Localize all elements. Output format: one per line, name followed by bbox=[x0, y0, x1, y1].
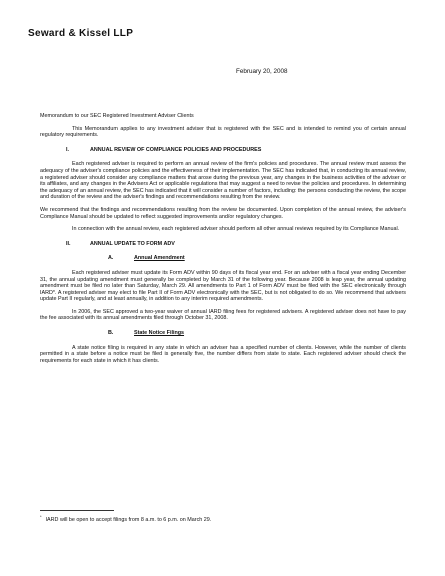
paragraph: A state notice filing is required in any state in which an adviser has a specified number of clients. However, while the number of clients permitted in a state before a notice must be filed is generally five, the number differs from state to state. Each registered adviser should check the requirements for each state in which it has clients. bbox=[40, 344, 406, 364]
paragraph: In connection with the annual review, each registered adviser should perform all other annual reviews required by its Compliance Manual. bbox=[72, 226, 400, 233]
firm-name: Seward & Kissel LLP bbox=[28, 28, 134, 39]
paragraph: Each registered adviser must update its Form ADV within 90 days of its fiscal year end. For an adviser with a fiscal year ending December 31, the annual updating amendment must generally be completed by March 31 of the following year. Because 2008 is leap year, the annual updating amendment must be filed no later than Saturday, March 29. All amendments to Part 1 of Form ADV must be filed with the SEC electronically through IARD*. A registered adviser may elect to file Part II of Form ADV electronically with the SEC, but is not obligated to do so. We recommend that advisers update Part II regularly, and at least annually, in addition to any interim required amendments. bbox=[40, 269, 406, 303]
section-number: II. bbox=[66, 240, 71, 247]
section-heading-1 bbox=[40, 147, 406, 154]
paragraph: Each registered adviser is required to perform an annual review of the firm's policies and procedures. The annual review must assess the adequacy of the adviser's compliance policies and the effectiveness of their implementation. The SEC has indicated that, in conducting its annual review, a registered adviser should consider any compliance matters that arose during the previous year, any changes in the business activities of the adviser or its affiliates, and any changes in the Advisers Act or applicable regulations that may suggest a need to revise the policies and procedures. In determining the adequacy of an annual review, the SEC has indicated that it will consider a number of factors, including: the persons conducting the review, the scope and duration of the review and the adviser's findings and recommendations resulting from the review. bbox=[40, 161, 406, 201]
memo-body bbox=[40, 113, 406, 370]
subsection-heading-b bbox=[40, 330, 406, 337]
memo-subject: Memorandum to our SEC Registered Investment Adviser Clients bbox=[40, 113, 194, 119]
memo-intro: This Memorandum applies to any investment adviser that is registered with the SEC and is intended to remind you of certain annual regulatory requirements. bbox=[40, 125, 406, 139]
subsection-title: State Notice Filings bbox=[134, 330, 185, 337]
section-number: I. bbox=[66, 146, 69, 153]
paragraph: We recommend that the findings and recommendations resulting from the review be documented. Upon completion of the annual review, the adviser's Compliance Manual should be updated to reflect suggested improvements and/or regulatory changes. bbox=[40, 206, 406, 220]
footnote-divider bbox=[40, 510, 114, 511]
section-title: ANNUAL UPDATE TO FORM ADV bbox=[90, 240, 175, 247]
section-title: ANNUAL REVIEW OF COMPLIANCE POLICIES AND PROCEDURES bbox=[90, 146, 262, 153]
footnote-marker: * bbox=[40, 514, 42, 519]
footnote bbox=[40, 514, 406, 523]
section-heading-2 bbox=[40, 241, 406, 248]
memo-date: February 20, 2008 bbox=[236, 68, 288, 75]
subsection-heading-a bbox=[40, 255, 406, 262]
subsection-letter: A. bbox=[108, 255, 114, 262]
subsection-title: Annual Amendment bbox=[134, 255, 185, 262]
subsection-letter: B. bbox=[108, 330, 114, 337]
paragraph: In 2006, the SEC approved a two-year waiver of annual IARD filing fees for registered advisers. A registered adviser does not have to pay the fee associated with its annual amendments filed through October 31, 2008. bbox=[40, 308, 406, 322]
footnote-text: IARD will be open to accept filings from 8 a.m. to 6 p.m. on March 29. bbox=[45, 516, 212, 523]
